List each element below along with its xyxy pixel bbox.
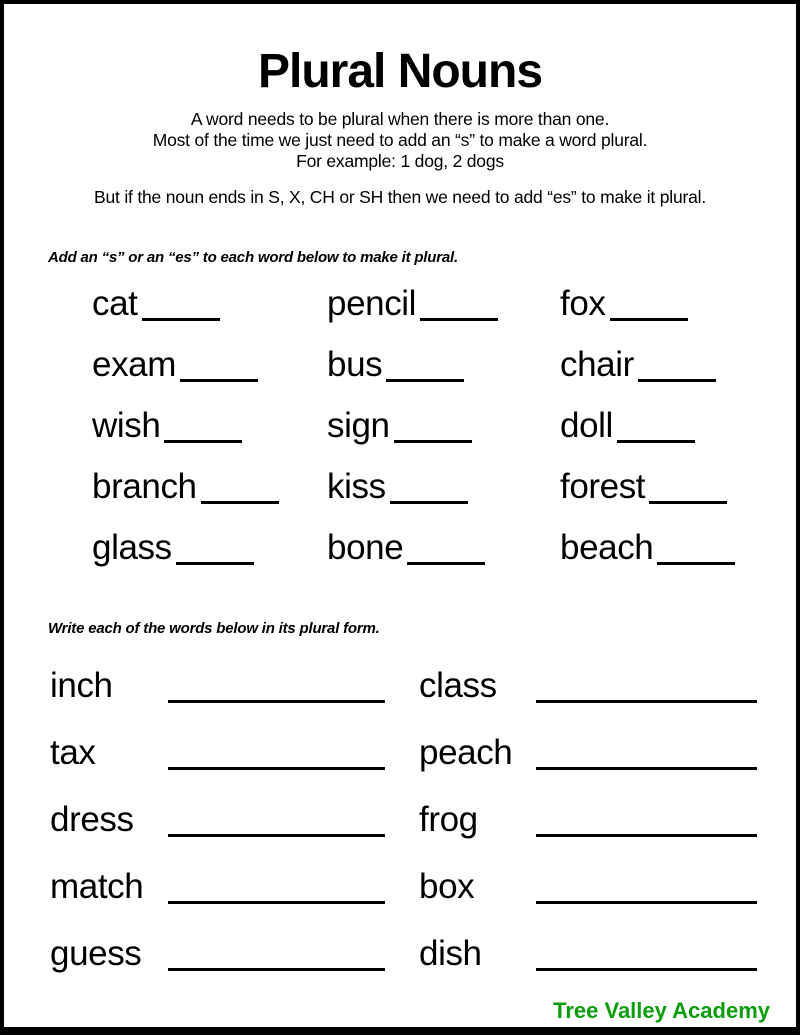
- answer-blank[interactable]: [638, 370, 716, 382]
- word-label: tax: [50, 733, 96, 772]
- worksheet-footer: [4, 1000, 796, 1022]
- answer-blank-cell: [536, 719, 757, 786]
- word-label: bone: [327, 528, 404, 567]
- column-spacer: [385, 786, 419, 853]
- word-label: peach: [419, 733, 513, 772]
- word-item: [92, 334, 327, 395]
- answer-blank-cell: [536, 786, 757, 853]
- intro-text: [4, 109, 796, 172]
- worksheet-header: [4, 4, 796, 208]
- word-item: [327, 395, 560, 456]
- word-item: [92, 456, 327, 517]
- answer-blank[interactable]: [536, 825, 757, 837]
- answer-blank[interactable]: [142, 309, 220, 321]
- answer-blank-cell: [168, 719, 385, 786]
- word-label: chair: [560, 345, 634, 384]
- word-label: inch: [50, 666, 113, 705]
- answer-blank[interactable]: [168, 959, 385, 971]
- word-label: bus: [327, 345, 383, 384]
- answer-blank-cell: [168, 920, 385, 987]
- answer-blank[interactable]: [168, 825, 385, 837]
- word-item: [92, 395, 327, 456]
- word-item: [560, 334, 796, 395]
- word-item: [92, 273, 327, 334]
- word-item: [560, 273, 796, 334]
- word-label: wish: [92, 406, 161, 445]
- word-label: beach: [560, 528, 654, 567]
- add-s-es-instruction: Add an “s” or an “es” to each word below to make it plural.: [48, 249, 458, 266]
- word-label: cat: [92, 284, 138, 323]
- answer-blank-cell: [168, 786, 385, 853]
- answer-blank[interactable]: [617, 431, 695, 443]
- word-label: kiss: [327, 467, 386, 506]
- word-label: fox: [560, 284, 606, 323]
- column-spacer: [385, 719, 419, 786]
- answer-blank[interactable]: [407, 553, 485, 565]
- column-spacer: [385, 920, 419, 987]
- word-item: [327, 517, 560, 578]
- word-item: [92, 517, 327, 578]
- answer-blank[interactable]: [168, 892, 385, 904]
- answer-blank[interactable]: [420, 309, 498, 321]
- answer-blank[interactable]: [536, 691, 757, 703]
- answer-blank[interactable]: [657, 553, 735, 565]
- word-label: guess: [50, 934, 142, 973]
- write-plural-word-grid: [50, 652, 796, 987]
- word-item: [560, 395, 796, 456]
- word-label: sign: [327, 406, 390, 445]
- word-label: pencil: [327, 284, 417, 323]
- page-title: Plural Nouns: [257, 45, 543, 98]
- word-label: doll: [560, 406, 613, 445]
- answer-blank-cell: [168, 652, 385, 719]
- word-label: branch: [92, 467, 197, 506]
- intro-line-2: Most of the time we just need to add an “s” to make a word plural.: [152, 130, 648, 150]
- word-label: match: [50, 867, 144, 906]
- answer-blank[interactable]: [168, 758, 385, 770]
- write-plural-instruction: Write each of the words below in its plural form.: [48, 620, 380, 637]
- word-item: [327, 273, 560, 334]
- answer-blank[interactable]: [386, 370, 464, 382]
- answer-blank[interactable]: [394, 431, 472, 443]
- answer-blank[interactable]: [536, 959, 757, 971]
- word-item: [327, 456, 560, 517]
- answer-blank[interactable]: [180, 370, 258, 382]
- word-label: dish: [419, 934, 482, 973]
- intro-line-1: A word needs to be plural when there is more than one.: [190, 109, 610, 129]
- answer-blank-cell: [536, 853, 757, 920]
- word-item: [560, 456, 796, 517]
- intro-line-3: For example: 1 dog, 2 dogs: [296, 151, 504, 171]
- word-label: exam: [92, 345, 176, 384]
- answer-blank[interactable]: [164, 431, 242, 443]
- brand-logo-text: Tree Valley Academy: [553, 998, 770, 1023]
- add-s-es-word-grid: [92, 273, 796, 578]
- rule-text: But if the noun ends in S, X, CH or SH then we need to add “es” to make it plural.: [94, 187, 706, 207]
- word-label: box: [419, 867, 475, 906]
- word-item: [327, 334, 560, 395]
- answer-blank[interactable]: [176, 553, 254, 565]
- column-spacer: [385, 652, 419, 719]
- column-spacer: [385, 853, 419, 920]
- answer-blank[interactable]: [649, 492, 727, 504]
- word-item: [560, 517, 796, 578]
- answer-blank-cell: [536, 652, 757, 719]
- answer-blank[interactable]: [168, 691, 385, 703]
- answer-blank-cell: [168, 853, 385, 920]
- word-label: forest: [560, 467, 646, 506]
- answer-blank[interactable]: [390, 492, 468, 504]
- word-label: class: [419, 666, 497, 705]
- word-label: dress: [50, 800, 134, 839]
- answer-blank[interactable]: [610, 309, 688, 321]
- answer-blank-cell: [536, 920, 757, 987]
- word-label: glass: [92, 528, 172, 567]
- answer-blank[interactable]: [536, 892, 757, 904]
- answer-blank[interactable]: [201, 492, 279, 504]
- word-label: frog: [419, 800, 478, 839]
- answer-blank[interactable]: [536, 758, 757, 770]
